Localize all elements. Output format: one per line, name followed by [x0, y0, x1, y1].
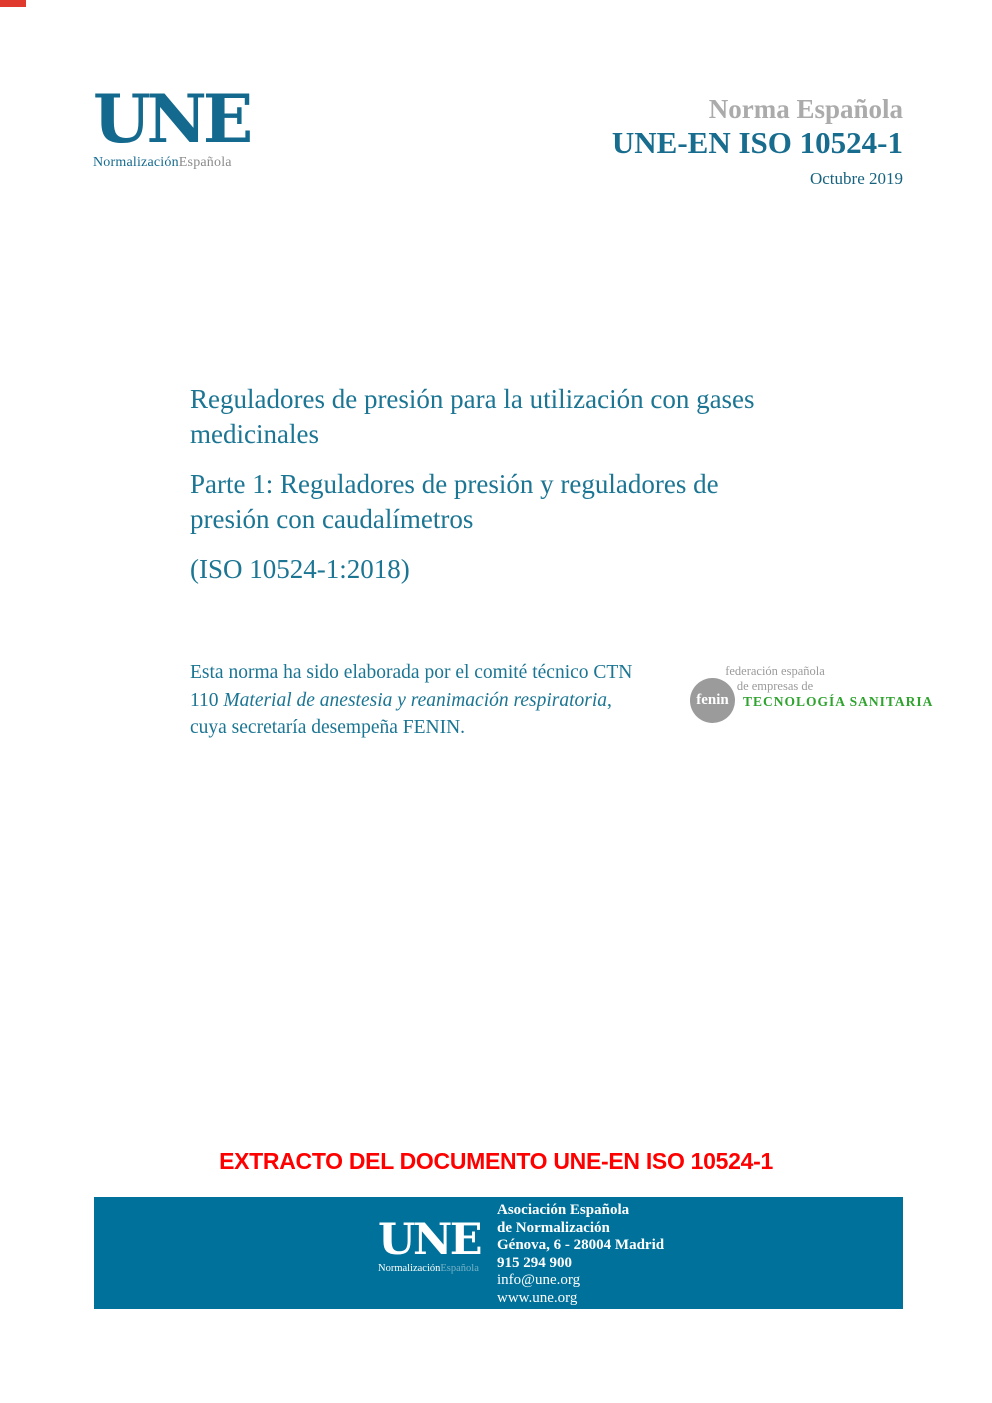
title-line: Reguladores de presión para la utilización con gases	[190, 384, 755, 414]
scan-artifact	[0, 0, 26, 7]
document-type-label: Norma Española	[708, 94, 903, 124]
header-block	[612, 93, 903, 189]
une-wordmark: UNE	[93, 80, 250, 158]
fenin-title: TECNOLOGÍA SANITARIA	[743, 694, 934, 709]
committee-note	[190, 659, 645, 742]
footer-contact-block	[497, 1202, 664, 1308]
committee-text-suffix: , cuya secretaría desempeña FENIN.	[190, 689, 612, 738]
logo-caption-secondary: Española	[178, 155, 232, 170]
title-line: Parte 1: Reguladores de presión y reguladores de	[190, 469, 719, 499]
footer-org-name-line2: de Normalización	[497, 1219, 610, 1236]
footer-une-wordmark: UNE	[378, 1215, 481, 1265]
document-date: Octubre 2019	[809, 169, 903, 188]
footer-email: info@une.org	[497, 1272, 581, 1289]
une-logo-caption	[93, 155, 243, 171]
fenin-subtitle-line2: de empresas de	[736, 679, 814, 693]
committee-text-italic: Material de anestesia y reanimación respiratoria	[223, 689, 608, 711]
fenin-subtitle-line1: federación española	[725, 664, 825, 678]
title-paragraph-1	[190, 382, 890, 452]
footer-une-logo-caption	[378, 1263, 479, 1274]
une-logo	[93, 80, 250, 171]
fenin-circle-label: fenin	[696, 692, 729, 708]
title-paragraph-2	[190, 467, 890, 537]
footer-bar	[94, 1197, 903, 1309]
footer-une-logo	[378, 1215, 481, 1274]
footer-phone: 915 294 900	[497, 1254, 572, 1271]
footer-logo-caption-secondary: Española	[440, 1263, 479, 1274]
footer-website: www.une.org	[497, 1289, 578, 1306]
footer-logo-caption-primary: Normalización	[378, 1263, 441, 1274]
title-line: medicinales	[190, 419, 319, 449]
document-code: UNE-EN ISO 10524-1	[611, 125, 903, 160]
fenin-subtitle	[700, 664, 850, 694]
extract-banner: EXTRACTO DEL DOCUMENTO UNE-EN ISO 10524-1	[219, 1148, 773, 1174]
title-line: presión con caudalímetros	[190, 504, 474, 534]
footer-org-name-line1: Asociación Española	[497, 1202, 630, 1218]
logo-caption-primary: Normalización	[93, 155, 179, 170]
committee-text-prefix: Esta norma ha sido elaborada por el comité técnico CTN 110	[190, 662, 633, 711]
title-paragraph-iso-ref	[190, 552, 890, 587]
footer-address: Génova, 6 - 28004 Madrid	[497, 1237, 665, 1254]
fenin-logo	[688, 660, 934, 748]
title-block	[190, 382, 890, 602]
title-line: (ISO 10524-1:2018)	[190, 554, 410, 584]
